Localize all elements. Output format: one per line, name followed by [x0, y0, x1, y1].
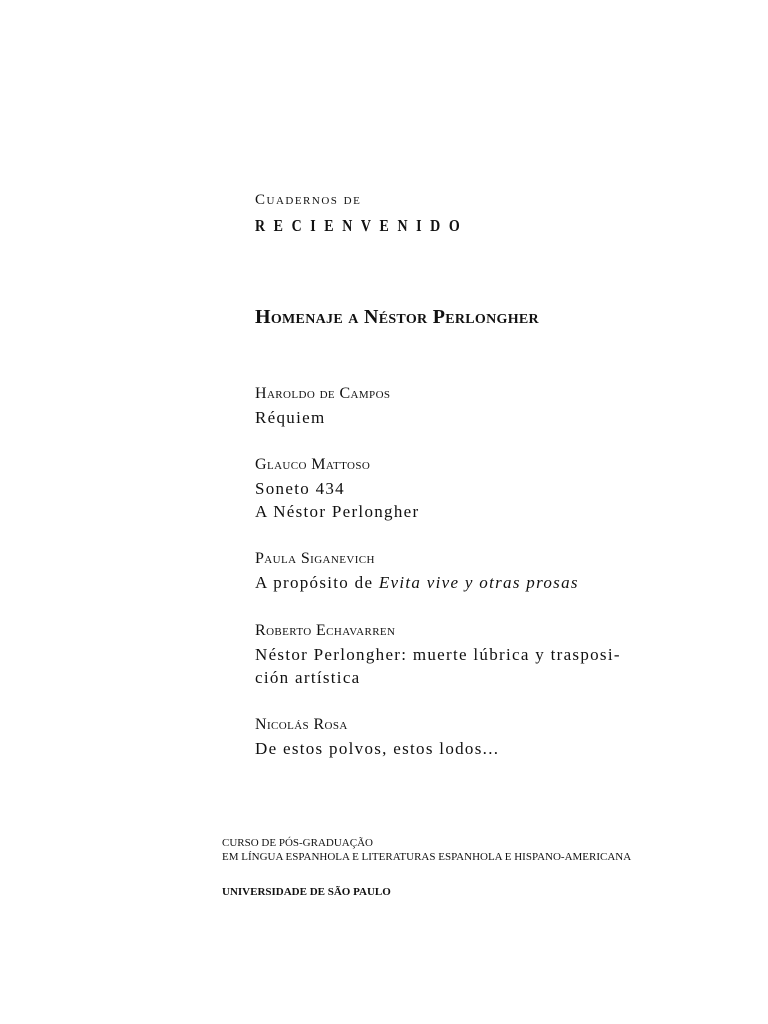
- entry-author: Nicolás Rosa: [255, 716, 348, 733]
- entry-author: Roberto Echavarren: [255, 622, 396, 639]
- entry-work: Réquiem: [255, 408, 326, 427]
- entry-author: Glauco Mattoso: [255, 456, 371, 473]
- entry-work: [255, 571, 579, 594]
- entry-work: De estos polvos, estos lodos...: [255, 739, 500, 758]
- university-name: UNIVERSIDADE DE SÃO PAULO: [222, 886, 391, 898]
- volume-title: Homenaje a Néstor Perlongher: [255, 306, 539, 328]
- entry-work: Néstor Perlongher: muerte lúbrica y trasposi-: [255, 645, 621, 664]
- series-label: Cuadernos de: [255, 192, 362, 208]
- entry-work-prefix: A propósito de: [255, 573, 379, 592]
- contents-entry: [255, 619, 621, 689]
- entry-work-title: Evita vive y otras prosas: [378, 573, 579, 592]
- entry-author: Haroldo de Campos: [255, 385, 391, 402]
- entry-author: Paula Siganevich: [255, 550, 375, 567]
- series-name: RECIENVENIDO: [255, 216, 469, 235]
- entry-work: Soneto 434: [255, 479, 345, 498]
- contents-entry: [255, 547, 579, 594]
- contents-entry: [255, 453, 419, 523]
- contents-entry: [255, 382, 390, 429]
- contents-entry: [255, 713, 499, 760]
- entry-work: A Néstor Perlongher: [255, 502, 420, 521]
- course-line-1: CURSO DE PÓS-GRADUAÇÃO: [222, 837, 373, 849]
- course-line-2: EM LÍNGUA ESPANHOLA E LITERATURAS ESPANHOLA E HISPANO-AMERICANA: [222, 851, 632, 863]
- entry-work: ción artística: [255, 668, 361, 687]
